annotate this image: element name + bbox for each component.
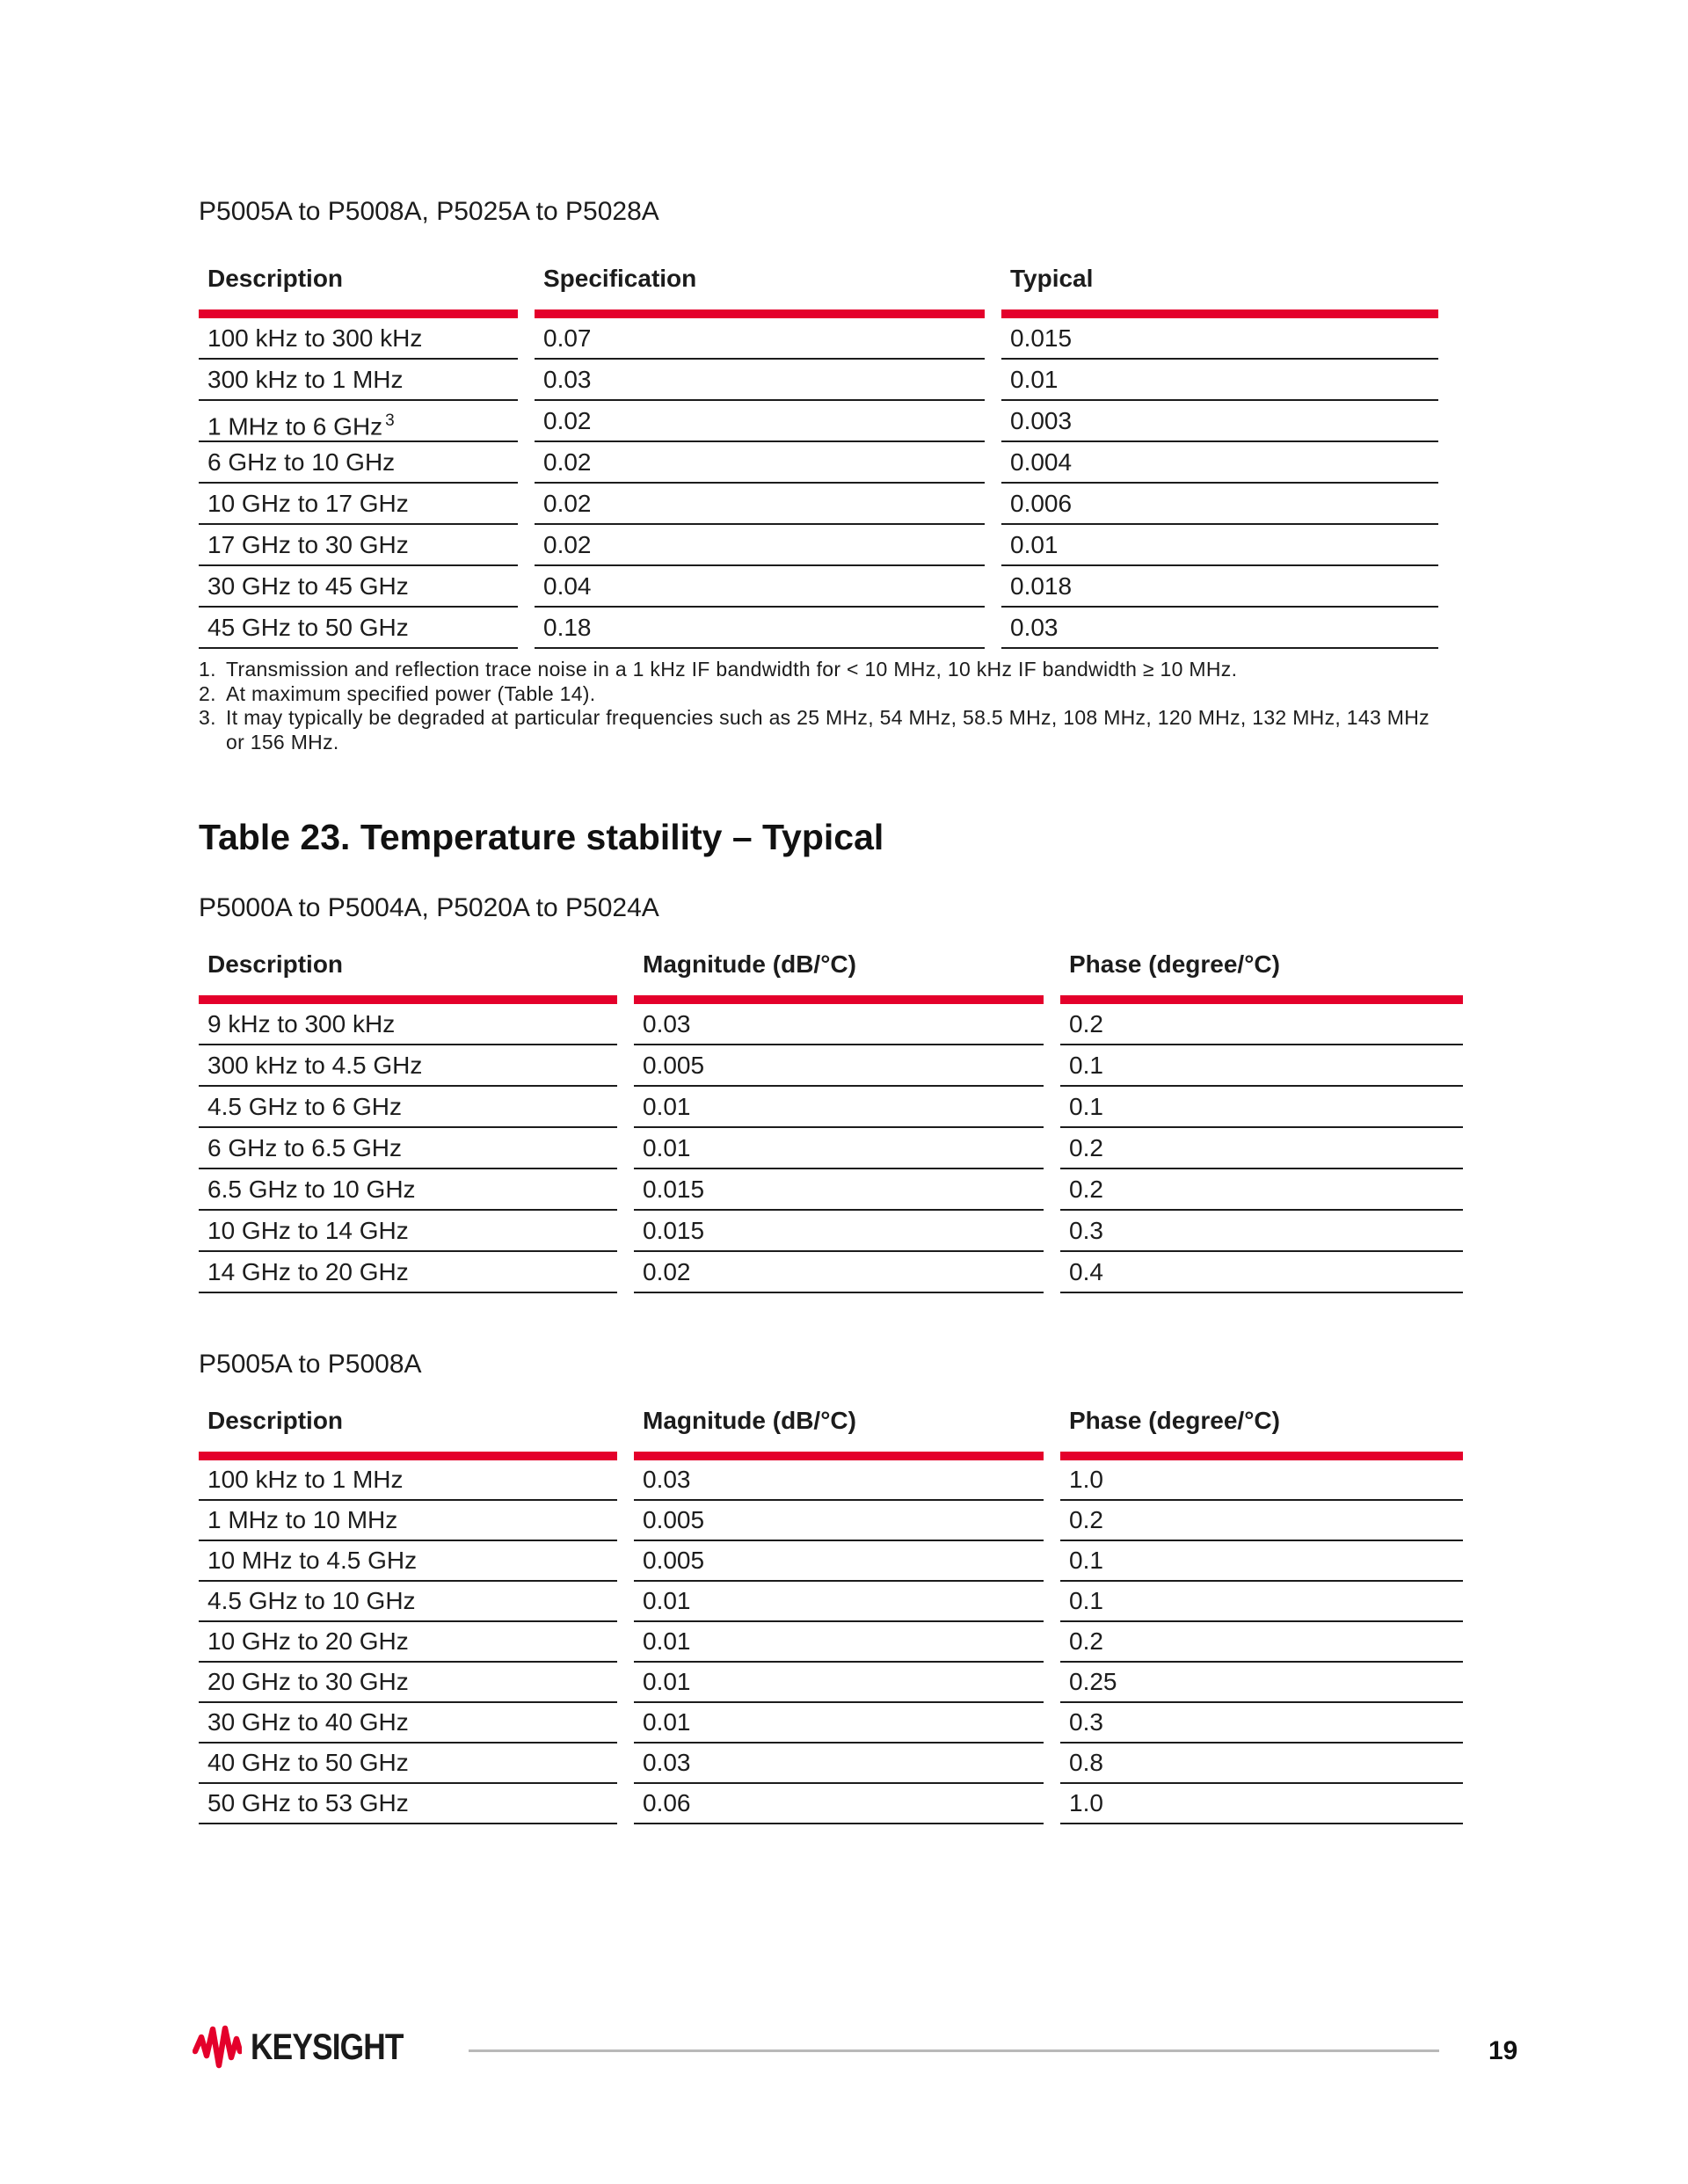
temperature-stability-table-1 [199,950,1463,1293]
table-cell: 10 MHz to 4.5 GHz [199,1541,617,1582]
table-cell: 0.02 [535,401,985,442]
table-cell: 0.02 [535,442,985,484]
table-cell: 0.06 [634,1784,1044,1824]
table-cell: 0.003 [1001,401,1438,442]
table-cell: 0.03 [535,360,985,401]
header-accent-bar [1001,309,1438,318]
footnote-number: 2. [199,681,216,705]
table-cell: 0.01 [634,1582,1044,1622]
table-cell: 0.1 [1060,1582,1463,1622]
table-cell: 100 kHz to 300 kHz [199,318,518,360]
table-cell: 4.5 GHz to 6 GHz [199,1087,617,1128]
footnote [199,658,1451,682]
table-cell: 0.2 [1060,1622,1463,1663]
table-cell: 0.07 [535,318,985,360]
table-cell: 0.03 [634,1744,1044,1784]
header-accent-bar [634,1452,1044,1460]
column-header: Description [207,950,344,978]
table-cell: 0.03 [1001,608,1438,649]
table-cell: 10 GHz to 17 GHz [199,484,518,525]
table-cell: 0.01 [634,1087,1044,1128]
column-header: Magnitude (dB/°C) [643,1407,856,1434]
table-cell: 0.01 [634,1128,1044,1169]
table-cell: 6 GHz to 10 GHz [199,442,518,484]
model-range-subtitle: P5005A to P5008A, P5025A to P5028A [199,197,659,226]
page-number: 19 [1488,2036,1518,2065]
table-cell: 6.5 GHz to 10 GHz [199,1169,617,1211]
model-range-subtitle: P5000A to P5004A, P5020A to P5024A [199,893,659,922]
column-header: Description [207,265,344,292]
table-cell: 0.2 [1060,1128,1463,1169]
table-cell: 0.03 [634,1004,1044,1045]
table-cell: 40 GHz to 50 GHz [199,1744,617,1784]
footnote-number: 1. [199,658,216,681]
table-cell: 0.015 [634,1169,1044,1211]
table-cell: 9 kHz to 300 kHz [199,1004,617,1045]
column-header: Typical [1010,265,1094,292]
table-cell: 0.02 [535,484,985,525]
table-23-title: Table 23. Temperature stability – Typical [199,817,884,857]
brand-wordmark: KEYSIGHT [251,2026,404,2067]
header-accent-bar [535,309,985,318]
table-cell: 1 MHz to 6 GHz $^3$ [199,401,518,442]
table-cell: 30 GHz to 45 GHz [199,566,518,608]
table-cell: 0.1 [1060,1045,1463,1087]
table-cell: 0.8 [1060,1744,1463,1784]
table-cell: 0.25 [1060,1663,1463,1703]
table-cell: 0.01 [634,1663,1044,1703]
table-cell: 0.015 [634,1211,1044,1252]
table-cell: 0.1 [1060,1541,1463,1582]
table-cell: 20 GHz to 30 GHz [199,1663,617,1703]
keysight-logo [193,2024,433,2070]
table-cell: 50 GHz to 53 GHz [199,1784,617,1824]
table-cell: 0.2 [1060,1169,1463,1211]
header-accent-bar [199,995,617,1004]
table-cell: 0.18 [535,608,985,649]
table-cell: 10 GHz to 20 GHz [199,1622,617,1663]
header-accent-bar [1060,1452,1463,1460]
table-cell: 0.3 [1060,1211,1463,1252]
table-cell: 17 GHz to 30 GHz [199,525,518,566]
keysight-spark-icon [193,2024,242,2070]
table-cell: 0.01 [634,1703,1044,1744]
table-cell: 0.006 [1001,484,1438,525]
table-cell: 0.02 [535,525,985,566]
table-cell: 0.1 [1060,1087,1463,1128]
footnote-text: At maximum specified power (Table 14). [226,681,596,705]
model-range-subtitle: P5005A to P5008A [199,1350,422,1379]
table-cell: 1.0 [1060,1460,1463,1501]
table-cell: 4.5 GHz to 10 GHz [199,1582,617,1622]
footnote-list [199,658,1451,754]
table-cell: 0.015 [1001,318,1438,360]
table-cell: 0.018 [1001,566,1438,608]
footnote-reference: 3 [385,411,395,430]
footnote-text: Transmission and reflection trace noise in a 1 kHz IF bandwidth for < 10 MHz, 10 kHz IF bandwidth ≥ 10 MHz. [226,658,1238,681]
header-accent-bar [199,309,518,318]
table-cell: 0.005 [634,1541,1044,1582]
header-accent-bar [199,1452,617,1460]
table-cell: 1.0 [1060,1784,1463,1824]
column-header: Phase (degree/°C) [1069,1407,1280,1434]
table-cell: 0.004 [1001,442,1438,484]
table-cell: 0.2 [1060,1501,1463,1541]
table-cell: 0.005 [634,1501,1044,1541]
table-cell: 0.02 [634,1252,1044,1293]
footnote [199,706,1451,754]
table-cell: 45 GHz to 50 GHz [199,608,518,649]
page-content [199,0,1688,1824]
header-accent-bar [634,995,1044,1004]
temperature-stability-table-2 [199,1406,1463,1824]
footnote [199,682,1451,707]
column-header: Specification [543,265,697,292]
table-cell: 1 MHz to 10 MHz [199,1501,617,1541]
table-cell: 0.01 [1001,360,1438,401]
column-header: Description [207,1407,344,1434]
table-cell: 300 kHz to 1 MHz [199,360,518,401]
table-cell: 0.03 [634,1460,1044,1501]
table-cell: 0.01 [1001,525,1438,566]
table-cell: 30 GHz to 40 GHz [199,1703,617,1744]
table-cell: 0.01 [634,1622,1044,1663]
page-footer [0,2019,1688,2089]
table-cell: 0.04 [535,566,985,608]
footnote-text: It may typically be degraded at particular frequencies such as 25 MHz, 54 MHz, 58.5 MHz, 108 MHz, 120 MHz, 132 MHz, 143 MHz or 156 MHz. [226,706,1430,753]
table-cell: 10 GHz to 14 GHz [199,1211,617,1252]
column-header: Magnitude (dB/°C) [643,950,856,978]
table-cell: 6 GHz to 6.5 GHz [199,1128,617,1169]
table-cell: 100 kHz to 1 MHz [199,1460,617,1501]
table-cell: 0.4 [1060,1252,1463,1293]
table-cell: 0.005 [634,1045,1044,1087]
table-cell: 0.2 [1060,1004,1463,1045]
table-cell: 300 kHz to 4.5 GHz [199,1045,617,1087]
column-header: Phase (degree/°C) [1069,950,1280,978]
table-cell: 0.3 [1060,1703,1463,1744]
table-cell: 14 GHz to 20 GHz [199,1252,617,1293]
footnote-number: 3. [199,706,216,729]
specification-table [199,264,1438,649]
footer-divider [469,2049,1439,2052]
header-accent-bar [1060,995,1463,1004]
